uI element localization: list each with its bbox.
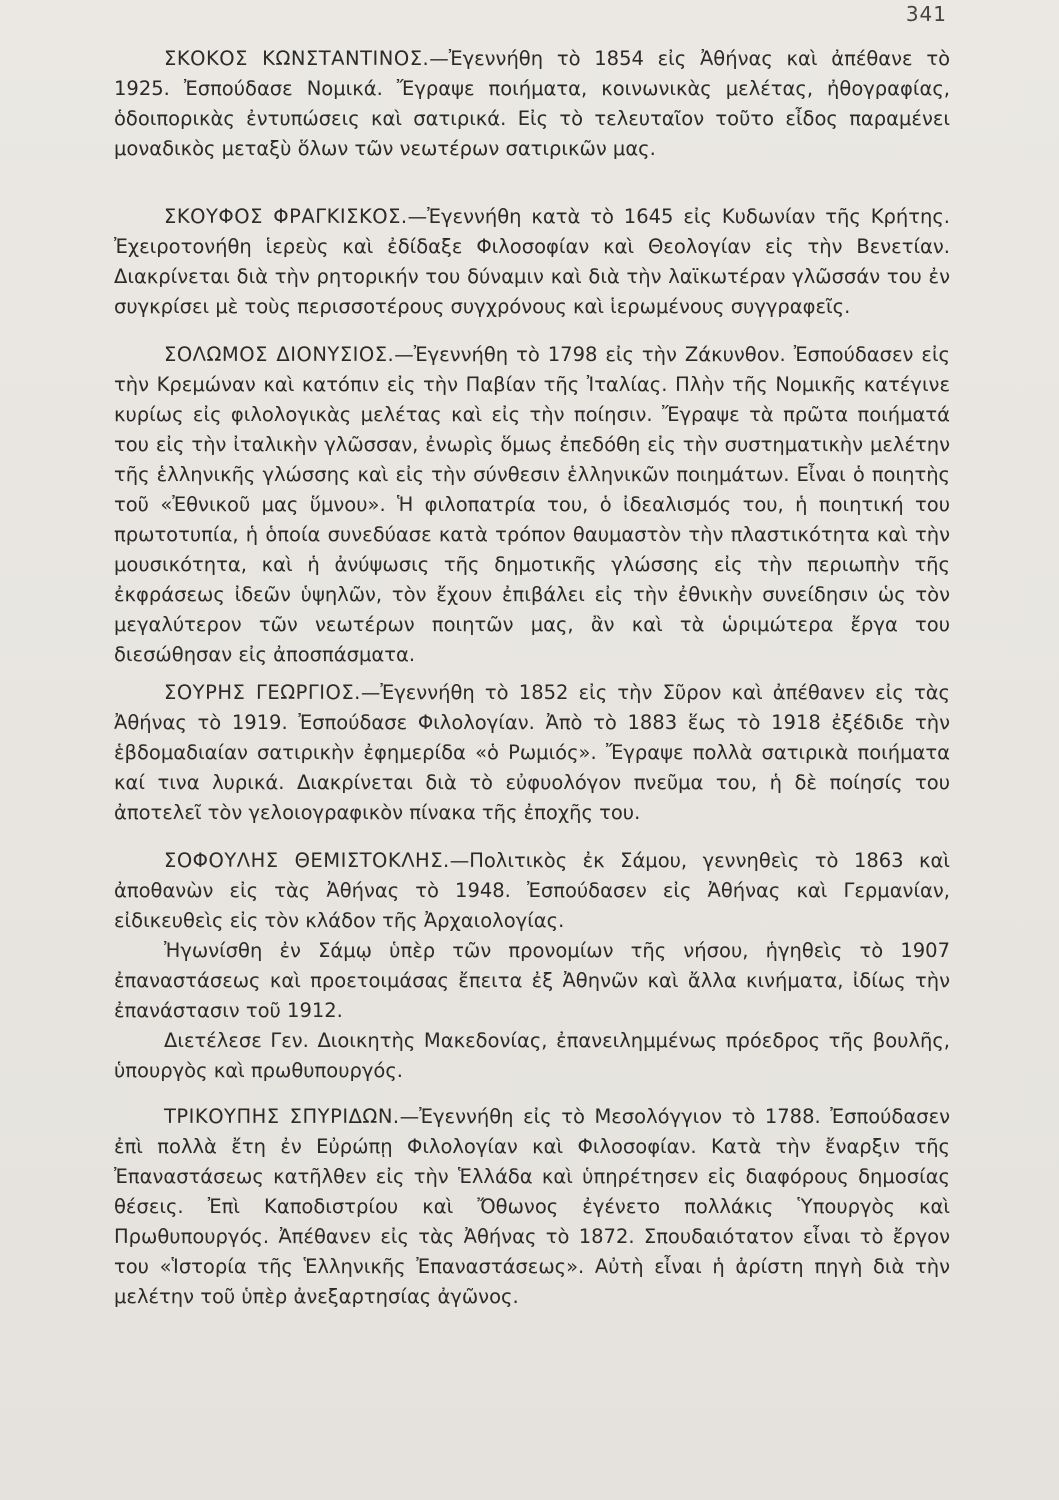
entry-souris (114, 678, 950, 828)
entry-paragraph (114, 44, 950, 164)
entry-paragraph (114, 340, 950, 670)
entry-name: ΣΟΛΩΜΟΣ ΔΙΟΝΥΣΙΟΣ. (164, 343, 395, 366)
entry-text: —Ἐγεννήθη εἰς τὸ Μεσολόγγιον τὸ 1788. Ἐσπούδασεν ἐπὶ πολλὰ ἔτη ἐν Εὐρώπῃ Φιλολογίαν καὶ Φιλοσοφίαν. Κατὰ τὴν ἔναρξιν τῆς Ἐπαναστάσεως κατῆλθεν εἰς τὴν Ἑλλάδα καὶ ὑπηρέτησεν εἰς διαφόρους δημοσίας θέσεις. Ἐπὶ Καποδιστρίου καὶ Ὄθωνος ἐγένετο πολλάκις Ὑπουργὸς καὶ Πρωθυπουργός. Ἀπέθανεν εἰς τὰς Ἀθήνας τὸ 1872. Σπουδαιότατον εἶναι τὸ ἔργον του «Ἱστορία τῆς Ἑλληνικῆς Ἐπαναστάσεως». Αὐτὴ εἶναι ἡ ἀρίστη πηγὴ διὰ τὴν μελέτην τοῦ ὑπὲρ ἀνεξαρτησίας ἀγῶνος. (114, 1105, 951, 1308)
entry-paragraph (114, 846, 950, 936)
entry-text: —Πολιτικὸς ἐκ Σάμου, γεννηθεὶς τὸ 1863 καὶ ἀποθανὼν εἰς τὰς Ἀθήνας τὸ 1948. Ἐσπούδασεν εἰς Ἀθήνας καὶ Γερμανίαν, εἰδικευθεὶς εἰς τὸν κλάδον τῆς Ἀρχαιολογίας. (114, 849, 951, 932)
entry-solomos (114, 340, 950, 670)
entry-name: ΤΡΙΚΟΥΠΗΣ ΣΠΥΡΙΔΩΝ. (164, 1105, 400, 1128)
entry-text: —Ἐγεννήθη κατὰ τὸ 1645 εἰς Κυδωνίαν τῆς Κρήτης. Ἐχειροτονήθη ἱερεὺς καὶ ἐδίδαξε Φιλοσοφίαν καὶ Θεολογίαν εἰς τὴν Βενετίαν. Διακρίνεται διὰ τὴν ρητορικήν του δύναμιν καὶ διὰ τὴν λαϊκωτέραν γλῶσσάν του ἐν συγκρίσει μὲ τοὺς περισσοτέρους συγχρόνους καὶ ἱερωμένους συγγραφεῖς. (114, 205, 950, 318)
entry-text: —Ἐγεννήθη τὸ 1852 εἰς τὴν Σῦρον καὶ ἀπέθανεν εἰς τὰς Ἀθήνας τὸ 1919. Ἐσπούδασε Φιλολογίαν. Ἀπὸ τὸ 1883 ἕως τὸ 1918 ἐξέδιδε τὴν ἑβδομαδιαίαν σατιρικὴν ἐφημερίδα «ὁ Ρωμιός». Ἔγραψε πολλὰ σατιρικὰ ποιήματα καί τινα λυρικά. Διακρίνεται διὰ τὸ εὐφυολόγον πνεῦμα του, ἡ δὲ ποίησίς του ἀποτελεῖ τὸν γελοιογραφικὸν πίνακα τῆς ἐποχῆς του. (114, 681, 950, 824)
entry-sofoulis (114, 846, 950, 1086)
entry-paragraph: Διετέλεσε Γεν. Διοικητὴς Μακεδονίας, ἐπανειλημμένως πρόεδρος τῆς βουλῆς, ὑπουργὸς καὶ πρωθυπουργός. (114, 1029, 950, 1082)
entry-skoufos (114, 202, 950, 322)
entry-paragraph: Ἠγωνίσθη ἐν Σάμῳ ὑπὲρ τῶν προνομίων τῆς νήσου, ἡγηθεὶς τὸ 1907 ἐπαναστάσεως καὶ προετοιμάσας ἔπειτα ἐξ Ἀθηνῶν καὶ ἄλλα κινήματα, ἰδίως τὴν ἐπανάστασιν τοῦ 1912. (114, 939, 950, 1022)
entry-name: ΣΚΟΥΦΟΣ ΦΡΑΓΚΙΣΚΟΣ. (164, 205, 408, 228)
entry-text: —Ἐγεννήθη τὸ 1854 εἰς Ἀθήνας καὶ ἀπέθανε τὸ 1925. Ἐσπούδασε Νομικά. Ἔγραψε ποιήματα, κοινωνικὰς μελέτας, ἠθογραφίας, ὁδοιπορικὰς ἐντυπώσεις καὶ σατιρικά. Εἰς τὸ τελευταῖον τοῦτο εἶδος παραμένει μοναδικὸς μεταξὺ ὅλων τῶν νεωτέρων σατιρικῶν μας. (114, 47, 950, 160)
entry-name: ΣΚΟΚΟΣ ΚΩΝΣΤΑΝΤΙΝΟΣ. (164, 47, 430, 70)
entry-text: —Ἐγεννήθη τὸ 1798 εἰς τὴν Ζάκυνθον. Ἐσπούδασεν εἰς τὴν Κρεμώναν καὶ κατόπιν εἰς τὴν Παβίαν τῆς Ἰταλίας. Πλὴν τῆς Νομικῆς κατέγινε κυρίως εἰς φιλολογικὰς μελέτας καὶ εἰς τὴν ποίησιν. Ἔγραψε τὰ πρῶτα ποιήματά του εἰς τὴν ἰταλικὴν γλῶσσαν, ἐνωρὶς ὅμως ἐπεδόθη εἰς τὴν συστηματικὴν μελέτην τῆς ἑλληνικῆς γλώσσης καὶ εἰς τὴν σύνθεσιν ἑλληνικῶν ποιημάτων. Εἶναι ὁ ποιητὴς τοῦ «Ἐθνικοῦ μας ὕμνου». Ἡ φιλοπατρία του, ὁ ἰδεαλισμός του, ἡ ποιητική του πρωτοτυπία, ἡ ὁποία συνεδύασε κατὰ τρόπον θαυμαστὸν τὴν πλαστικότητα καὶ τὴν μουσικότητα, καὶ ἡ ἀνύψωσις τῆς δημοτικῆς γλώσσης εἰς τὴν περιωπὴν τῆς ἐκφράσεως ἰδεῶν ὑψηλῶν, τὸν ἔχουν ἐπιβάλει εἰς τὴν ἐθνικὴν συνείδησιν ὡς τὸν μεγαλύτερον τῶν νεωτέρων ποιητῶν μας, ἂν καὶ τὰ ὡριμώτερα ἔργα του διεσώθησαν εἰς ἀποσπάσματα. (114, 343, 950, 666)
entry-trikoupis (114, 1102, 950, 1312)
entry-name: ΣΟΦΟΥΛΗΣ ΘΕΜΙΣΤΟΚΛΗΣ. (164, 849, 450, 872)
entry-name: ΣΟΥΡΗΣ ΓΕΩΡΓΙΟΣ. (164, 681, 361, 704)
entry-paragraph (114, 678, 950, 828)
page-number: 341 (905, 2, 947, 26)
entry-skokos (114, 44, 950, 164)
entry-paragraph (114, 202, 950, 322)
entry-paragraph (114, 1102, 950, 1312)
